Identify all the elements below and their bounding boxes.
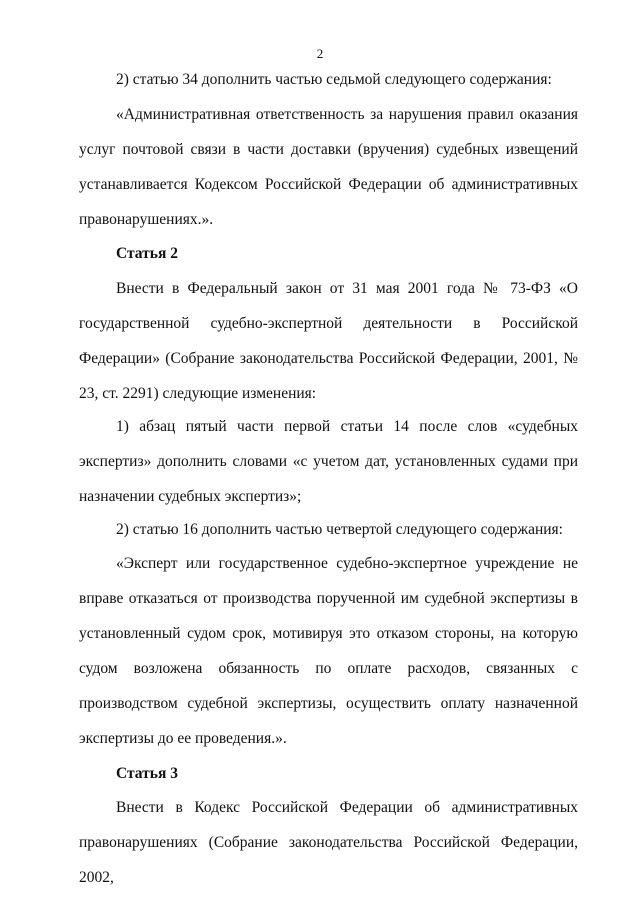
heading-article-3: Статья 3 — [116, 765, 178, 782]
paragraph-expert-refusal-quote: «Эксперт или государственное судебно-экспертное учреждение не вправе отказаться от производства порученной им судебной экспертизы в установленный судом срок, мотивируя это отказом стороны, на которую судом возложена обязанность по оплате расходов, связанных с производством судебной экспертизы, осуществить оплату назначенной экспертизы до ее проведения.». — [79, 555, 578, 747]
paragraph-federal-law-73fz: Внести в Федеральный закон от 31 мая 2001 года № 73-ФЗ «О государственной судебно-экспертной деятельности в Российской Федерации» (Собрание законодательства Российской Федерации, 2001, № 23, ст. 2291) следующие изменения: — [79, 280, 578, 402]
paragraph-postal-liability-quote: «Административная ответственность за нарушения правил оказания услуг почтовой связи в части доставки (вручения) судебных извещений устанавливается Кодексом Российской Федерации об административных правонарушениях.». — [79, 106, 578, 228]
paragraph-article14-amendment: 1) абзац пятый части первой статьи 14 после слов «судебных экспертиз» дополнить словами «с учетом дат, установленных судами при назначении судебных экспертиз»; — [79, 418, 578, 505]
page-number: 2 — [316, 46, 324, 61]
heading-article-2: Статья 2 — [116, 245, 178, 262]
paragraph-admin-code-amendment: Внести в Кодекс Российской Федерации об административных правонарушениях (Собрание законодательства Российской Федерации, 2002, — [79, 799, 578, 886]
paragraph-article16-amendment: 2) статью 16 дополнить частью четвертой следующего содержания: — [116, 521, 563, 538]
paragraph-article34-amendment: 2) статью 34 дополнить частью седьмой следующего содержания: — [116, 71, 552, 88]
